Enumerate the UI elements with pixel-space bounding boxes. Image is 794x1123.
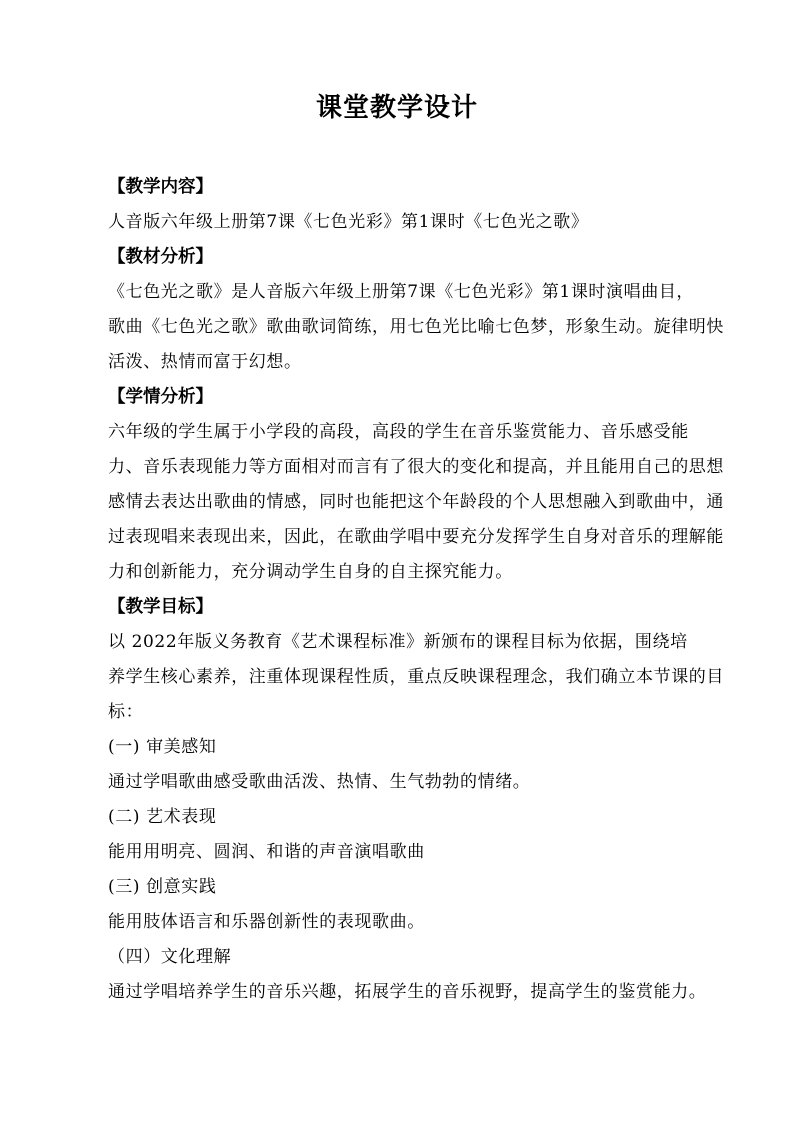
goal-1-text: 通过学唱歌曲感受歌曲活泼、热情、生气勃勃的情绪。 <box>108 772 531 792</box>
goal-2-title: (二) 艺术表现 <box>108 807 217 827</box>
goal-2-text: 能用用明亮、圆润、和谐的声音演唱歌曲 <box>108 842 425 862</box>
teaching-goals-line-1: 以 2022年版义务教育《艺术课程标准》新颁布的课程目标为依据，围绕培 <box>108 632 688 652</box>
material-analysis-line-3: 活泼、热情而富于幻想。 <box>108 352 302 372</box>
document-body <box>108 170 738 1010</box>
goal-3-text: 能用肢体语言和乐器创新性的表现歌曲。 <box>108 912 425 932</box>
section-heading-learner-analysis: 【学情分析】 <box>108 387 213 407</box>
learner-analysis-line-5: 力和创新能力，充分调动学生自身的自主探究能力。 <box>108 562 513 582</box>
goal-4-title: （四）文化理解 <box>108 947 232 967</box>
goal-1-title: (一) 审美感知 <box>108 737 217 757</box>
teaching-content-text: 人音版六年级上册第7课《七色光彩》第1课时《七色光之歌》 <box>108 212 589 232</box>
material-analysis-line-2: 歌曲《七色光之歌》歌曲歌词简练，用七色光比喻七色梦，形象生动。旋律明快 <box>108 317 724 337</box>
section-heading-material-analysis: 【教材分析】 <box>108 247 213 267</box>
learner-analysis-line-1: 六年级的学生属于小学段的高段，高段的学生在音乐鉴赏能力、音乐感受能 <box>108 422 689 442</box>
goal-4-text: 通过学唱培养学生的音乐兴趣，拓展学生的音乐视野，提高学生的鉴赏能力。 <box>108 982 707 1002</box>
goal-3-title: (三) 创意实践 <box>108 877 217 897</box>
section-heading-teaching-content: 【教学内容】 <box>108 177 213 197</box>
material-analysis-line-1: 《七色光之歌》是人音版六年级上册第7课《七色光彩》第1课时演唱曲目， <box>108 282 695 302</box>
teaching-goals-line-2: 养学生核心素养，注重体现课程性质，重点反映课程理念，我们确立本节课的目 <box>108 667 724 687</box>
teaching-goals-line-3: 标： <box>108 702 144 722</box>
learner-analysis-line-2: 力、音乐表现能力等方面相对而言有了很大的变化和提高，并且能用自己的思想 <box>108 457 724 477</box>
section-heading-teaching-goals: 【教学目标】 <box>108 597 213 617</box>
page-title: 课堂教学设计 <box>315 93 478 123</box>
learner-analysis-line-4: 过表现唱来表现出来，因此，在歌曲学唱中要充分发挥学生自身对音乐的理解能 <box>108 527 724 547</box>
learner-analysis-line-3: 感情去表达出歌曲的情感，同时也能把这个年龄段的个人思想融入到歌曲中，通 <box>108 492 724 512</box>
